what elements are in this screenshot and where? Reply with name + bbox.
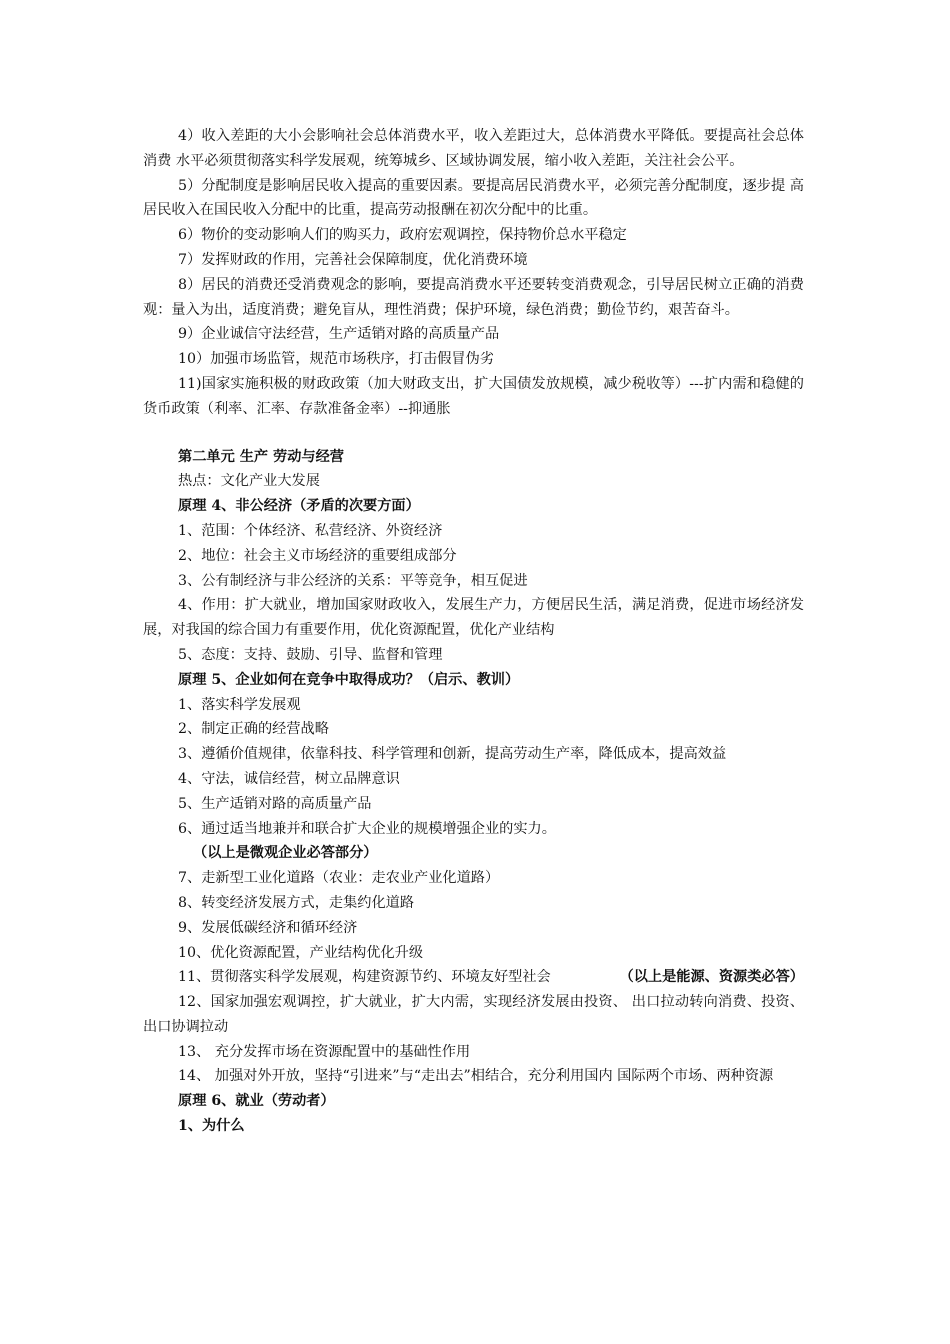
principle-4-item: 5、态度：支持、鼓励、引导、监督和管理: [178, 646, 443, 663]
principle-5-item: 14、 加强对外开放，坚持“引进来”与“走出去”相结合，充分利用国内 国际两个市场、两种资源: [178, 1068, 774, 1085]
paragraph-9: 9）企业诚信守法经营，生产适销对路的高质量产品: [178, 326, 500, 343]
paragraph-11: 11)国家实施积极的财政政策（加大财政支出，扩大国债发放规模，减少税收等）---扩内需和稳健的货币政策（利率、汇率、存款准备金率）--抑通胀: [143, 375, 804, 417]
principle-4-item: 1、范围：个体经济、私营经济、外资经济: [178, 522, 443, 539]
section-gap: [143, 422, 804, 445]
principle-5-item: 12、国家加强宏观调控，扩大就业，扩大内需，实现经济发展由投资、 出口拉动转向消费、投资、出口协调拉动: [143, 994, 804, 1035]
energy-resource-note: （以上是能源、资源类必答）: [619, 969, 804, 986]
principle-5-item: 8、转变经济发展方式，走集约化道路: [178, 894, 415, 911]
principle-4-item: 3、公有制经济与非公经济的关系：平等竞争，相互促进: [178, 572, 528, 589]
paragraph-8: 8）居民的消费还受消费观念的影响，要提高消费水平还要转变消费观念，引导居民树立正确的消费观：量入为出，适度消费；避免盲从，理性消费；保护环境，绿色消费；勤俭节约，艰苦奋斗。: [143, 276, 804, 318]
principle-5-item: 7、走新型工业化道路（农业：走农业产业化道路）: [178, 870, 500, 887]
paragraph-6: 6）物价的变动影响人们的购买力，政府宏观调控，保持物价总水平稳定: [178, 227, 627, 244]
paragraph-4: 4）收入差距的大小会影响社会总体消费水平，收入差距过大，总体消费水平降低。要提高社会总体消费 水平必须贯彻落实科学发展观，统筹城乡、区域协调发展，缩小收入差距，关注社会公平。: [143, 128, 804, 169]
principle-5-item: 11、贯彻落实科学发展观，构建资源节约、环境友好型社会: [178, 969, 551, 986]
principle-5-item: 6、通过适当地兼并和联合扩大企业的规模增强企业的实力。: [178, 820, 556, 837]
unit-2-heading: 第二单元 生产 劳动与经营: [178, 448, 344, 465]
principle-4-item: 2、地位：社会主义市场经济的重要组成部分: [178, 547, 457, 564]
principle-5-item: 3、遵循价值规律，依靠科技、科学管理和创新，提高劳动生产率，降低成本，提高效益: [178, 746, 727, 763]
hotspot-line: 热点：文化产业大发展: [178, 473, 320, 490]
paragraph-7: 7）发挥财政的作用，完善社会保障制度，优化消费环境: [178, 251, 528, 268]
principle-5-item: 5、生产适销对路的高质量产品: [178, 795, 372, 812]
principle-6-heading: 原理 6、就业（劳动者）: [178, 1093, 335, 1110]
principle-4-item: 4、作用：扩大就业，增加国家财政收入，发展生产力，方便居民生活，满足消费，促进市场经济发展，对我国的综合国力有重要作用，优化资源配置，优化产业结构: [143, 597, 804, 639]
principle-5-heading: 原理 5、企业如何在竞争中取得成功？（启示、教训）: [178, 671, 520, 688]
principle-5-item-11-row: [178, 965, 804, 990]
principle-6-subheading: 1、为什么: [178, 1118, 245, 1135]
principle-5-item: 10、优化资源配置，产业结构优化升级: [178, 944, 424, 961]
micro-enterprise-note: （以上是微观企业必答部分）: [193, 845, 378, 862]
paragraph-5: 5）分配制度是影响居民收入提高的重要因素。要提高居民消费水平，必须完善分配制度，逐步提 高居民收入在国民收入分配中的比重，提高劳动报酬在初次分配中的比重。: [143, 177, 804, 219]
principle-5-item: 9、发展低碳经济和循环经济: [178, 919, 358, 936]
principle-5-item: 4、守法，诚信经营，树立品牌意识: [178, 770, 400, 787]
principle-5-item: 2、制定正确的经营战略: [178, 721, 329, 738]
principle-5-item: 13、 充分发挥市场在资源配置中的基础性作用: [178, 1043, 471, 1060]
paragraph-10: 10）加强市场监管，规范市场秩序，打击假冒伪劣: [178, 351, 494, 368]
principle-4-heading: 原理 4、非公经济（矛盾的次要方面）: [178, 498, 420, 515]
principle-5-item: 1、落实科学发展观: [178, 696, 301, 713]
